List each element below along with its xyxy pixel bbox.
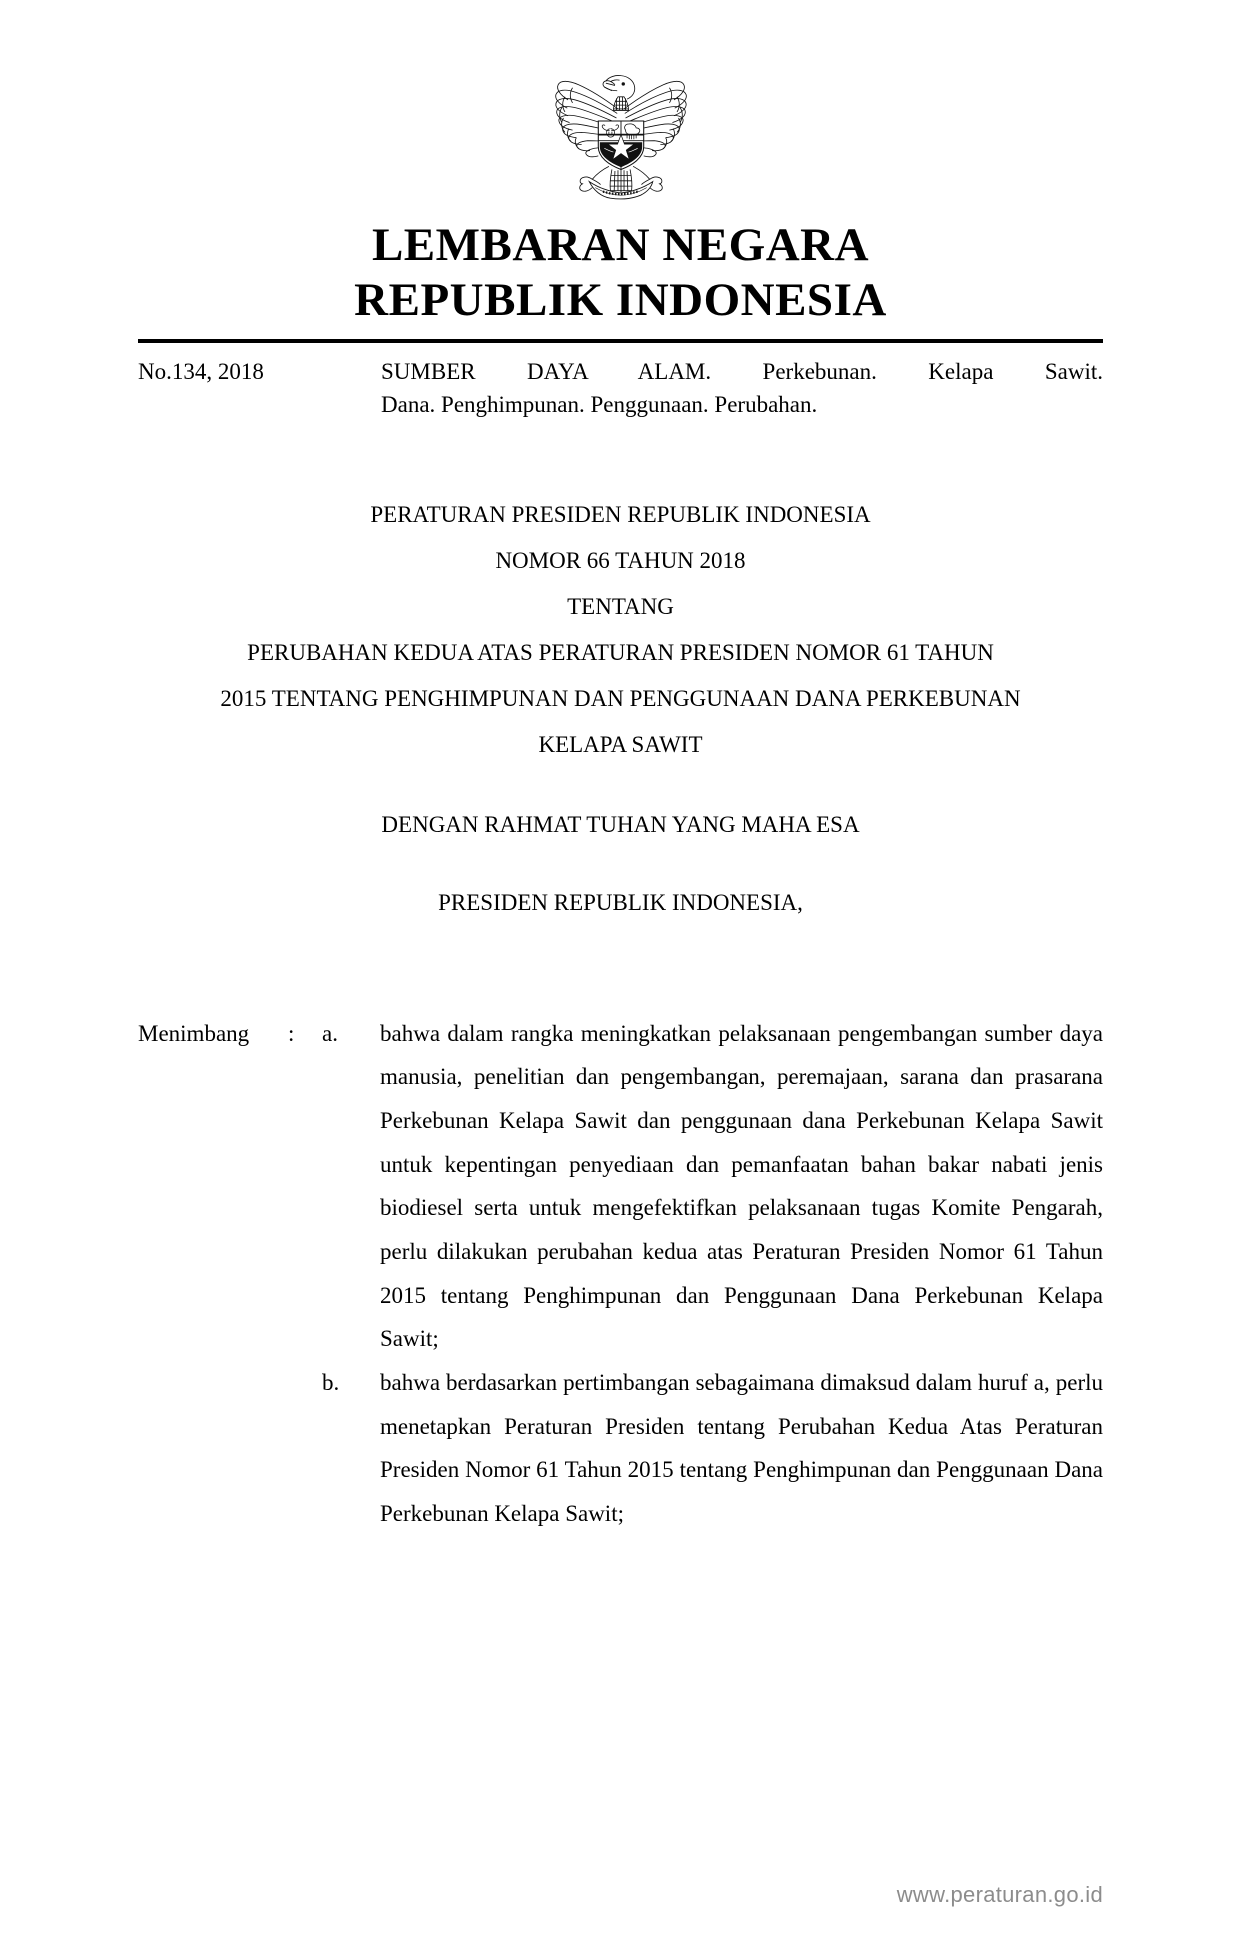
emblem-container <box>138 0 1103 202</box>
title-line-tentang: TENTANG <box>567 593 674 619</box>
consideration-item-a <box>138 1012 1103 1362</box>
subject-keywords-line-1: SUMBER DAYA ALAM. Perkebunan. Kelapa Sawit. <box>381 358 1103 384</box>
title-line-number: NOMOR 66 TAHUN 2018 <box>495 547 746 573</box>
title-line-subject-2: 2015 TENTANG PENGHIMPUNAN DAN PENGGUNAAN DANA PERKEBUNAN <box>220 685 1021 711</box>
consideration-text-b: bahwa berdasarkan pertimbangan sebagaimana dimaksud dalam huruf a, perlu menetapkan Peraturan Presiden tentang Perubahan Kedua Atas Peraturan Presiden Nomor 61 Tahun 2015 tentang Penghimpunan dan Penggunaan Dana Perkebunan Kelapa Sawit; <box>380 1370 1103 1527</box>
masthead <box>138 218 1103 329</box>
invocation-spacer <box>138 848 1103 880</box>
considerations-label: Menimbang <box>138 1020 250 1046</box>
footer-watermark: www.peraturan.go.id <box>896 1882 1103 1907</box>
masthead-line-2: REPUBLIK INDONESIA <box>354 274 887 327</box>
consideration-item-b <box>138 1361 1103 1536</box>
consideration-marker-a: a. <box>322 1020 338 1046</box>
office-line: PRESIDEN REPUBLIK INDONESIA, <box>438 889 803 915</box>
consideration-text-a: bahwa dalam rangka meningkatkan pelaksanaan pengembangan sumber daya manusia, penelitian dan pengembangan, peremajaan, sarana dan prasarana Perkebunan Kelapa Sawit dan penggunaan dana Perkebunan Kelapa Sawit untuk kepentingan penyediaan dan pemanfaatan bahan bakar nabati jenis biodiesel serta untuk mengefektifkan pelaksanaan tugas Komite Pengarah, perlu dilakukan perubahan kedua atas Peraturan Presiden Nomor 61 Tahun 2015 tentang Penghimpunan dan Penggunaan Dana Perkebunan Kelapa Sawit; <box>380 1020 1103 1352</box>
masthead-line-1: LEMBARAN NEGARA <box>371 219 870 271</box>
regulation-title-block <box>138 492 1103 768</box>
title-line-institution: PERATURAN PRESIDEN REPUBLIK INDONESIA <box>370 501 871 527</box>
blessing-line: DENGAN RAHMAT TUHAN YANG MAHA ESA <box>381 811 860 837</box>
title-line-subject-1: PERUBAHAN KEDUA ATAS PERATURAN PRESIDEN NOMOR 61 TAHUN <box>247 639 994 665</box>
subject-keywords-line-2: Dana. Penghimpunan. Penggunaan. Perubahan. <box>381 392 818 418</box>
consideration-marker-b: b. <box>322 1370 340 1396</box>
invocation-block <box>138 802 1103 926</box>
title-line-subject-3: KELAPA SAWIT <box>538 731 703 757</box>
considerations-block <box>138 1012 1103 1536</box>
considerations-colon: : <box>288 1020 295 1046</box>
masthead-divider <box>138 339 1103 343</box>
gazette-number: No.134, 2018 <box>138 358 264 384</box>
subject-keywords <box>381 355 1103 422</box>
garuda-pancasila-emblem <box>545 62 697 202</box>
subject-header <box>138 355 1103 422</box>
